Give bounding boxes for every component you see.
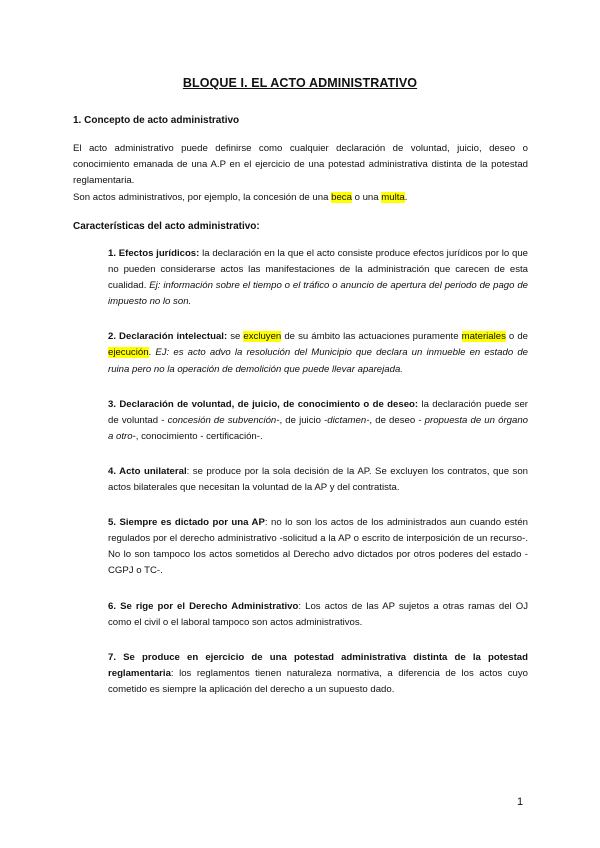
highlight-materiales: materiales <box>461 331 506 343</box>
page-number: 1 <box>517 796 524 808</box>
item-text: : se produce por la sola decisión de la AP. Se excluyen los contratos, que son actos bilaterales que necesitan la voluntad de la AP y del contratista. <box>108 465 528 494</box>
list-item <box>108 246 528 310</box>
list-item <box>108 599 528 631</box>
document-title: BLOQUE I. EL ACTO ADMINISTRATIVO <box>182 76 418 90</box>
characteristics-list <box>108 246 528 717</box>
highlight-multa: multa <box>381 191 405 203</box>
concept-example-text-b: o una <box>351 191 382 203</box>
item-title: 7. Se produce en ejercicio de una potestad administrativa distinta de la potestad reglamentaria <box>108 651 528 679</box>
item-text: de su ámbito las actuaciones puramente <box>281 331 462 343</box>
item-title: 5. Siempre es dictado por una AP <box>108 517 265 529</box>
highlight-excluyen: excluyen <box>243 331 282 343</box>
item-example: dictamen- <box>327 414 370 426</box>
item-text: o de <box>505 331 528 343</box>
item-text: la declaración en la que el acto consiste produce efectos jurídicos por lo que no pueden considerarse actos las manifestaciones de la administración que carecen de esta cualidad. <box>108 248 528 292</box>
item-title: 3. Declaración de voluntad, de juicio, de conocimiento o de deseo: <box>108 398 419 410</box>
item-text: : los reglamentos tienen naturaleza normativa, a diferencia de los actos cuyo cometido es siempre la aplicación del derecho a un supuesto dado. <box>108 667 528 695</box>
item-title: 6. Se rige por el Derecho Administrativo <box>108 600 299 612</box>
list-item <box>108 650 528 698</box>
list-item <box>108 515 528 579</box>
concept-example-text-a: Son actos administrativos, por ejemplo, la concesión de una <box>73 191 332 203</box>
item-example: propuesta de un órgano a otro- <box>108 414 528 442</box>
item-text: , de juicio - <box>279 414 328 426</box>
item-example: Ej: información sobre el tiempo o el tráfico o anuncio de apertura del periodo de pago de impuesto no lo son. <box>108 280 528 308</box>
item-title: 4. Acto unilateral <box>108 465 187 477</box>
list-item <box>108 329 528 377</box>
item-text: , conocimiento - certificación-. <box>135 430 263 442</box>
item-example: concesión de subvención- <box>167 414 280 426</box>
highlight-ejecucion: ejecución <box>108 347 149 359</box>
item-title: 2. Declaración intelectual: <box>108 331 228 343</box>
concept-definition-text: El acto administrativo puede definirse como cualquier declaración de voluntad, juicio, deseo o conocimiento emanada de una A.P en el ejercicio de una potestad administrativa distinta de la potestad reglamentaria. <box>73 143 528 187</box>
item-example: EJ: es acto advo la resolución del Municipio que declara un inmueble en estado de ruina pero no la operación de demolición que puede llevar aparejada. <box>108 347 528 375</box>
item-text: la declaración puede ser de voluntad - <box>108 398 528 426</box>
item-text: . <box>148 347 156 359</box>
item-text: , de deseo - <box>369 414 425 426</box>
list-item <box>108 397 528 445</box>
concept-example-text-c: . <box>404 191 408 203</box>
item-title: 1. Efectos jurídicos: <box>108 248 200 259</box>
section-characteristics-heading: Características del acto administrativo: <box>73 221 260 232</box>
concept-paragraph <box>73 141 528 206</box>
item-text: se <box>227 331 244 343</box>
highlight-beca: beca <box>331 191 352 203</box>
item-text: : no lo son los actos de los administrados aun cuando estén regulados por el derecho administrativo -solicitud a la AP o escrito de interposición de un recurso-. No lo son tampoco los actos sometidos al Derecho advo dictados por otros poderes del estado - CGPJ o TC-. <box>108 517 528 577</box>
item-text: : Los actos de las AP sujetos a otras ramas del OJ como el civil o el laboral tampoco son actos administrativos. <box>108 600 528 628</box>
section-concept-heading: 1. Concepto de acto administrativo <box>73 115 240 126</box>
list-item <box>108 464 528 496</box>
